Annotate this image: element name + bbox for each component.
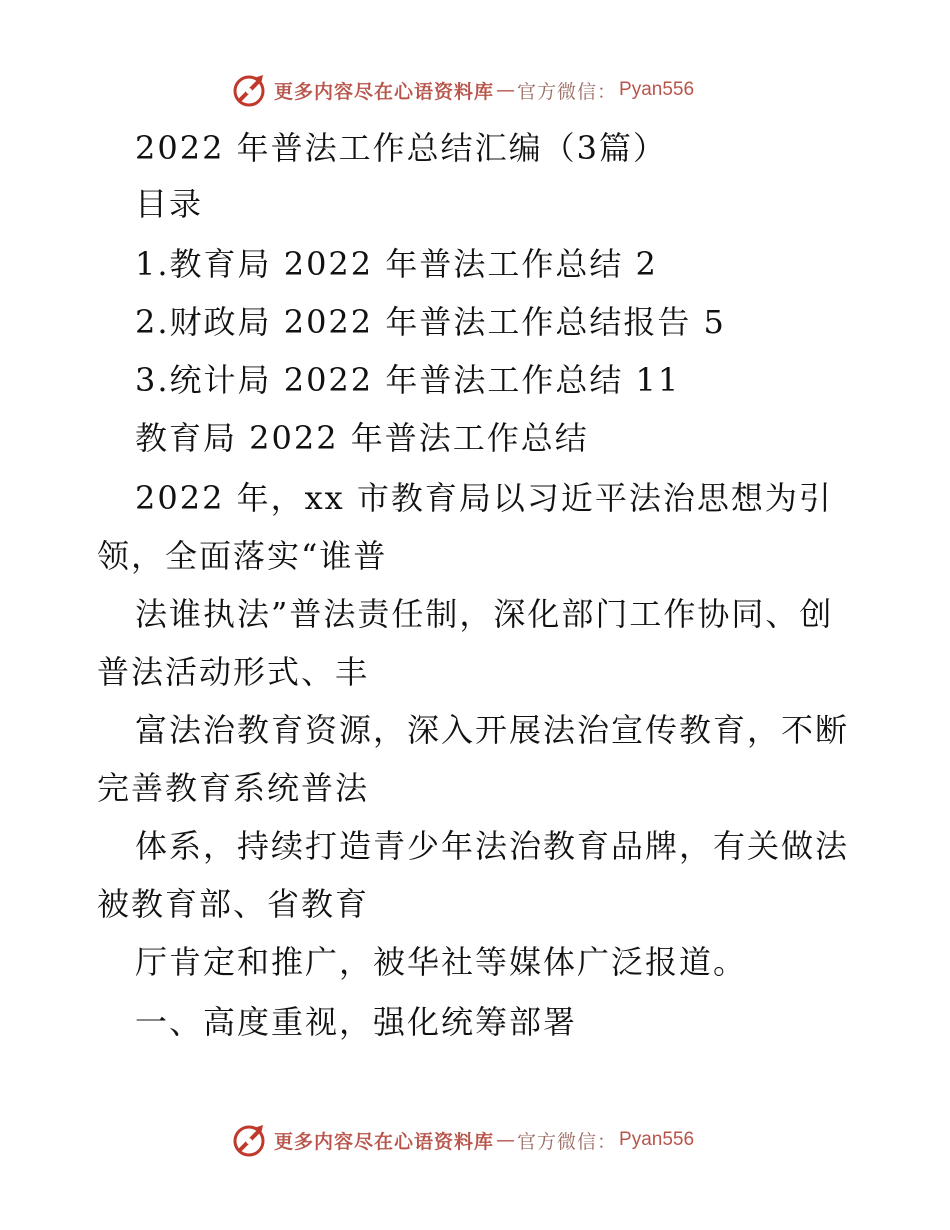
watermark-banner-top — [232, 70, 694, 110]
watermark-wechat-label: 官方微信： — [517, 1130, 618, 1153]
subheading: 一、高度重视，强化统筹部署 — [135, 1003, 578, 1041]
watermark-dash: — — [496, 1129, 516, 1151]
toc-item-3: 3.统计局 2022 年普法工作总结 11 — [135, 361, 681, 399]
watermark-wechat-label: 官方微信： — [517, 80, 618, 103]
toc-item-1: 1.教育局 2022 年普法工作总结 2 — [135, 245, 658, 283]
body-line-7: 体系，持续打造青少年法治教育品牌，有关做法 — [135, 827, 850, 865]
document-title: 2022 年普法工作总结汇编（3篇） — [135, 129, 667, 167]
body-line-9: 厅肯定和推广，被华社等媒体广泛报道。 — [135, 943, 748, 981]
watermark-banner-bottom — [232, 1120, 694, 1160]
watermark-promo-text: 更多内容尽在心语资料库 — [274, 80, 495, 103]
watermark-promo-text: 更多内容尽在心语资料库 — [274, 1130, 495, 1153]
body-line-3: 法谁执法”普法责任制，深化部门工作协同、创 — [135, 595, 834, 633]
pen-logo-icon — [232, 1122, 268, 1158]
toc-heading: 目录 — [135, 185, 204, 223]
pen-logo-icon — [232, 72, 268, 108]
body-line-1: 2022 年，xx 市教育局以习近平法治思想为引 — [135, 479, 833, 517]
body-line-4: 普法活动形式、丰 — [97, 653, 370, 691]
watermark-wechat-id: Pyan556 — [619, 79, 695, 100]
body-line-8: 被教育部、省教育 — [97, 885, 370, 923]
section-title: 教育局 2022 年普法工作总结 — [135, 419, 589, 457]
toc-item-2: 2.财政局 2022 年普法工作总结报告 5 — [135, 303, 726, 341]
body-line-2: 领，全面落实“谁普 — [97, 537, 388, 575]
body-line-5: 富法治教育资源，深入开展法治宣传教育，不断 — [135, 711, 850, 749]
body-line-6: 完善教育系统普法 — [97, 769, 370, 807]
watermark-dash: — — [496, 79, 516, 101]
watermark-wechat-id: Pyan556 — [619, 1129, 695, 1150]
